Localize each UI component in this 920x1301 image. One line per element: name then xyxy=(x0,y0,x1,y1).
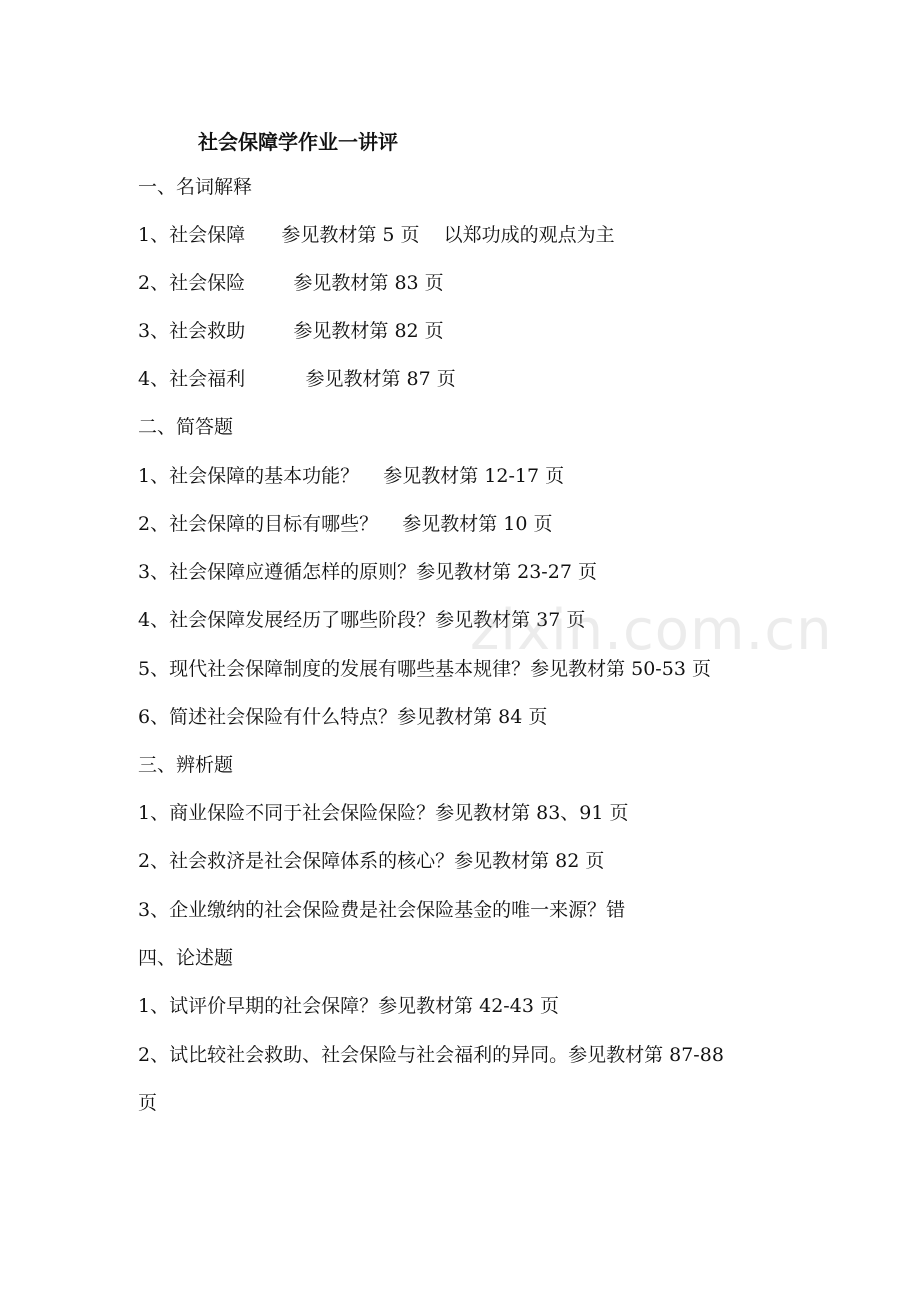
list-item: 2、试比较社会救助、社会保险与社会福利的异同。参见教材第 87-88 xyxy=(138,1044,724,1066)
list-item-continuation: 页 xyxy=(138,1092,158,1114)
list-item: 2、社会救济是社会保障体系的核心？参见教材第 82 页 xyxy=(138,850,605,872)
section-heading: 四、论述题 xyxy=(138,947,234,969)
list-item: 1、试评价早期的社会保障？参见教材第 42-43 页 xyxy=(138,995,559,1017)
list-item: 5、现代社会保障制度的发展有哪些基本规律？参见教材第 50-53 页 xyxy=(138,658,711,680)
list-item: 1、商业保险不同于社会保险保险？参见教材第 83、91 页 xyxy=(138,802,629,824)
list-item: 6、简述社会保险有什么特点？参见教材第 84 页 xyxy=(138,706,548,728)
list-item: 2、社会保障的目标有哪些？ 参见教材第 10 页 xyxy=(138,513,553,535)
list-item: 4、社会福利 参见教材第 87 页 xyxy=(138,368,456,390)
list-item: 3、企业缴纳的社会保险费是社会保险基金的唯一来源？错 xyxy=(138,899,626,921)
watermark: zixin.com.cn xyxy=(470,598,833,663)
page-title: 社会保障学作业一讲评 xyxy=(198,130,398,154)
list-item: 3、社会保障应遵循怎样的原则？参见教材第 23-27 页 xyxy=(138,561,597,583)
list-item: 2、社会保险 参见教材第 83 页 xyxy=(138,272,444,294)
section-heading: 三、辨析题 xyxy=(138,754,234,776)
list-item: 1、社会保障 参见教材第 5 页 以郑功成的观点为主 xyxy=(138,224,615,246)
section-heading: 一、名词解释 xyxy=(138,176,253,198)
section-heading: 二、简答题 xyxy=(138,416,234,438)
list-item: 1、社会保障的基本功能？ 参见教材第 12-17 页 xyxy=(138,465,565,487)
list-item: 4、社会保障发展经历了哪些阶段？参见教材第 37 页 xyxy=(138,609,586,631)
list-item: 3、社会救助 参见教材第 82 页 xyxy=(138,320,444,342)
